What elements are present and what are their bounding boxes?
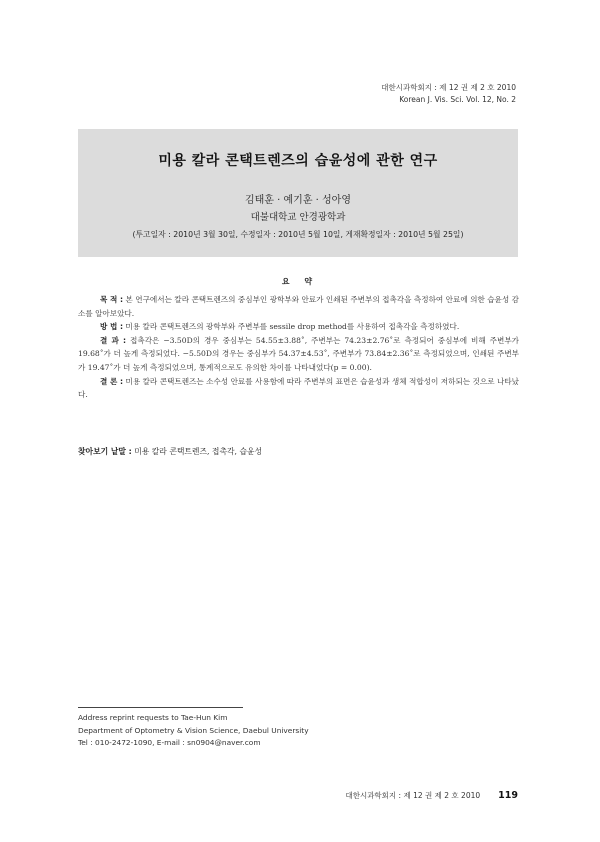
purpose-text: 본 연구에서는 칼라 콘택트렌즈의 중심부인 광학부와 안료가 인쇄된 주변부의 접촉각을 측정하여 안료에 의한 습윤성 감소를 알아보았다. [78, 295, 519, 318]
method-text: 미용 칼라 콘택트렌즈의 광학부와 주변부를 sessile drop method를 사용하여 접촉각을 측정하였다. [125, 322, 460, 332]
submission-dates: (투고일자 : 2010년 3월 30일, 수정일자 : 2010년 5월 10일, 게재확정일자 : 2010년 5월 25일) [132, 230, 464, 239]
journal-header-korean: 대한시과학회지 : 제 12 권 제 2 호 2010 [381, 83, 516, 92]
page-footer [345, 790, 518, 801]
purpose-label: 목 적 : [100, 295, 124, 304]
keywords-label: 찾아보기 낱말 : [78, 447, 132, 456]
correspondence-footnote [78, 712, 309, 750]
abstract-body [78, 293, 519, 402]
abstract-heading: 요 약 [281, 277, 319, 286]
result-text: 접촉각은 −3.50D의 경우 중심부는 54.55±3.88˚, 주변부는 74.23±2.76˚로 측정되어 중심부에 비해 주변부가 19.68˚가 더 높게 측정되었다. −5.50D의 경우는 중심부가 54.37±4.53˚, 주변부가 73.84±2.36˚로 측정되었으며, 인쇄된 주변부가 19.47˚가 더 높게 측정되었으며, 통계적으로도 유의한 차이를 나타내었다(p = 0.00). [78, 335, 519, 372]
method-label: 방 법 : [100, 322, 123, 332]
authors: 김태훈 · 예기훈 · 성아영 [244, 195, 351, 206]
abstract-method [78, 320, 519, 334]
footnote-contact: Tel : 010-2472-1090, E-mail : sn0904@naver.com [78, 738, 261, 747]
keywords-value: 미용 칼라 콘택트렌즈, 접촉각, 습윤성 [134, 447, 263, 456]
journal-header [381, 82, 516, 106]
page-number: 119 [498, 790, 518, 801]
keywords [78, 446, 519, 457]
abstract-conclusion [78, 375, 519, 402]
result-label: 결 과 : [100, 335, 127, 345]
journal-header-english: Korean J. Vis. Sci. Vol. 12, No. 2 [399, 95, 516, 104]
affiliation: 대불대학교 안경광학과 [250, 212, 346, 223]
footnote-divider [78, 707, 243, 708]
conclusion-text: 미용 칼라 콘택트렌즈는 소수성 안료를 사용함에 따라 주변부의 표면은 습윤성과 생체 적합성이 저하되는 것으로 나타났다. [78, 376, 519, 400]
abstract-purpose [78, 293, 519, 320]
footnote-department: Department of Optometry & Vision Science, Daebul University [78, 725, 309, 735]
abstract-result [78, 334, 519, 375]
footer-journal: 대한시과학회지 : 제 12 권 제 2 호 2010 [345, 791, 481, 800]
conclusion-label: 결 론 : [100, 376, 124, 386]
footnote-address: Address reprint requests to Tae-Hun Kim [78, 713, 228, 722]
paper-title: 미용 칼라 콘택트렌즈의 습윤성에 관한 연구 [158, 153, 438, 169]
title-block [78, 129, 518, 257]
